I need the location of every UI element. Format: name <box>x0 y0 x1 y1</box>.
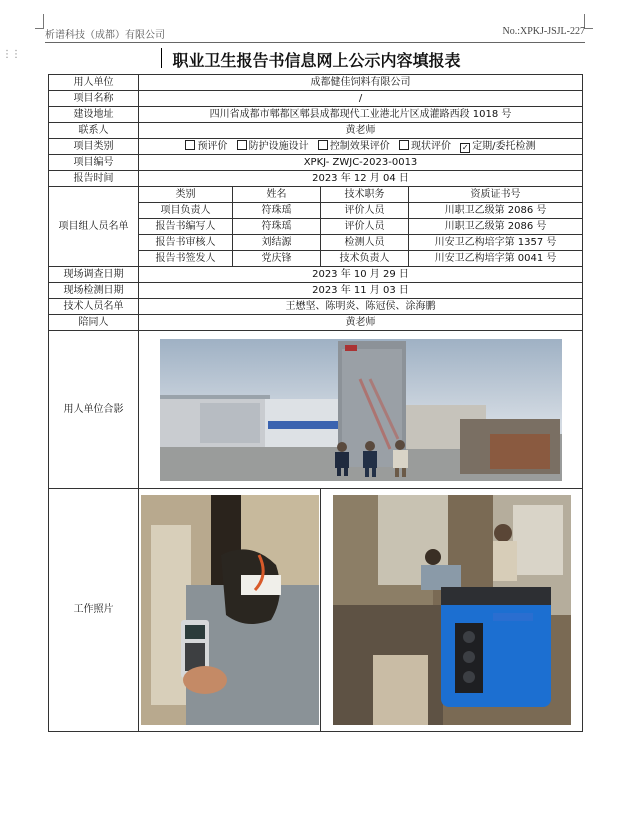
row-category <box>49 139 583 155</box>
team-cell[interactable]: 刘结源 <box>233 235 321 251</box>
team-header-cell: 姓名 <box>233 187 321 203</box>
row-label: 项目类别 <box>49 139 139 155</box>
team-cell[interactable]: 报告书审核人 <box>139 235 233 251</box>
row-test-date <box>49 283 583 299</box>
drag-handle-icon[interactable]: ⋮⋮ <box>2 49 20 60</box>
team-header-row <box>49 187 583 203</box>
group-photo-cell <box>139 331 583 489</box>
test-date-value[interactable]: 2023 年 11 月 03 日 <box>139 283 583 299</box>
row-employer <box>49 75 583 91</box>
row-contact <box>49 123 583 139</box>
row-label: 项目组人员名单 <box>49 187 139 267</box>
corner-mark <box>584 14 593 29</box>
row-label: 现场调查日期 <box>49 267 139 283</box>
row-work-photo <box>49 489 583 732</box>
row-label: 联系人 <box>49 123 139 139</box>
technicians-value[interactable]: 王懋坚、陈明炎、陈冠侯、涂海鹏 <box>139 299 583 315</box>
page-title: 职业卫生报告书信息网上公示内容填报表 <box>172 51 461 70</box>
work-photo-right-image <box>333 495 571 725</box>
row-group-photo <box>49 331 583 489</box>
row-address <box>49 107 583 123</box>
checkbox[interactable] <box>237 140 247 150</box>
work-photo-left-image <box>141 495 319 725</box>
team-cell[interactable]: 符珠瑶 <box>233 203 321 219</box>
group-photo-image <box>160 339 562 481</box>
corner-mark <box>35 14 44 29</box>
row-label: 项目名称 <box>49 91 139 107</box>
header-doc-number: No.:XPKJ-JSJL-227 <box>502 26 585 37</box>
row-label: 建设地址 <box>49 107 139 123</box>
row-survey-date <box>49 267 583 283</box>
category-option[interactable]: 防护设施设计 <box>237 140 309 154</box>
category-option[interactable]: 预评价 <box>185 140 227 154</box>
team-cell[interactable]: 川安卫乙构培字第 0041 号 <box>409 251 583 267</box>
header-company: 析谱科技（成都）有限公司 <box>45 30 165 41</box>
checkbox-checked[interactable]: ✓ <box>461 142 469 152</box>
row-label: 用人单位 <box>49 75 139 91</box>
team-cell[interactable]: 川安卫乙构培字第 1357 号 <box>409 235 583 251</box>
survey-date-value[interactable]: 2023 年 10 月 29 日 <box>139 267 583 283</box>
group-photo[interactable] <box>160 339 562 481</box>
row-report-time <box>49 171 583 187</box>
header-rule <box>45 42 585 43</box>
team-cell[interactable]: 技术负责人 <box>321 251 409 267</box>
address-value[interactable]: 四川省成都市郫都区郫县成都现代工业港北片区成灌路西段 1018 号 <box>139 107 583 123</box>
category-option[interactable]: 控制效果评价 <box>318 140 390 154</box>
checkbox[interactable] <box>399 140 409 150</box>
row-project-name <box>49 91 583 107</box>
team-cell[interactable]: 报告书编写人 <box>139 219 233 235</box>
row-label: 报告时间 <box>49 171 139 187</box>
team-cell[interactable]: 川职卫乙级第 2086 号 <box>409 203 583 219</box>
team-cell[interactable]: 党庆锋 <box>233 251 321 267</box>
escort-value[interactable]: 黄老师 <box>139 315 583 331</box>
team-cell[interactable]: 川职卫乙级第 2086 号 <box>409 219 583 235</box>
report-form-table <box>48 74 583 732</box>
report-time-value[interactable]: 2023 年 12 月 04 日 <box>139 171 583 187</box>
team-cell[interactable]: 项目负责人 <box>139 203 233 219</box>
text-cursor <box>161 48 162 68</box>
work-photo-cell-right <box>321 489 583 732</box>
row-project-no <box>49 155 583 171</box>
row-technicians <box>49 299 583 315</box>
team-header-cell: 资质证书号 <box>409 187 583 203</box>
team-cell[interactable]: 检测人员 <box>321 235 409 251</box>
row-label: 技术人员名单 <box>49 299 139 315</box>
category-options <box>139 139 583 155</box>
project-no-value[interactable]: XPKJ- ZWJC-2023-0013 <box>139 155 583 171</box>
team-header-cell: 技术职务 <box>321 187 409 203</box>
team-cell[interactable]: 评价人员 <box>321 203 409 219</box>
team-cell[interactable]: 评价人员 <box>321 219 409 235</box>
category-option[interactable]: ✓ 定期/委托检测 <box>461 140 536 152</box>
row-label: 现场检测日期 <box>49 283 139 299</box>
category-option[interactable]: 现状评价 <box>399 140 451 154</box>
row-escort <box>49 315 583 331</box>
project-name-value[interactable]: / <box>139 91 583 107</box>
contact-value[interactable]: 黄老师 <box>139 123 583 139</box>
work-photo-right[interactable] <box>333 495 571 725</box>
work-photo-cell-left <box>139 489 321 732</box>
team-cell[interactable]: 报告书签发人 <box>139 251 233 267</box>
row-label: 陪同人 <box>49 315 139 331</box>
row-label: 用人单位合影 <box>49 331 139 489</box>
checkbox[interactable] <box>318 140 328 150</box>
employer-value[interactable]: 成都健佳饲料有限公司 <box>139 75 583 91</box>
checkbox[interactable] <box>185 140 195 150</box>
team-header-cell: 类别 <box>139 187 233 203</box>
work-photo-left[interactable] <box>141 495 319 725</box>
row-label: 项目编号 <box>49 155 139 171</box>
team-cell[interactable]: 符珠瑶 <box>233 219 321 235</box>
row-label: 工作照片 <box>49 489 139 732</box>
